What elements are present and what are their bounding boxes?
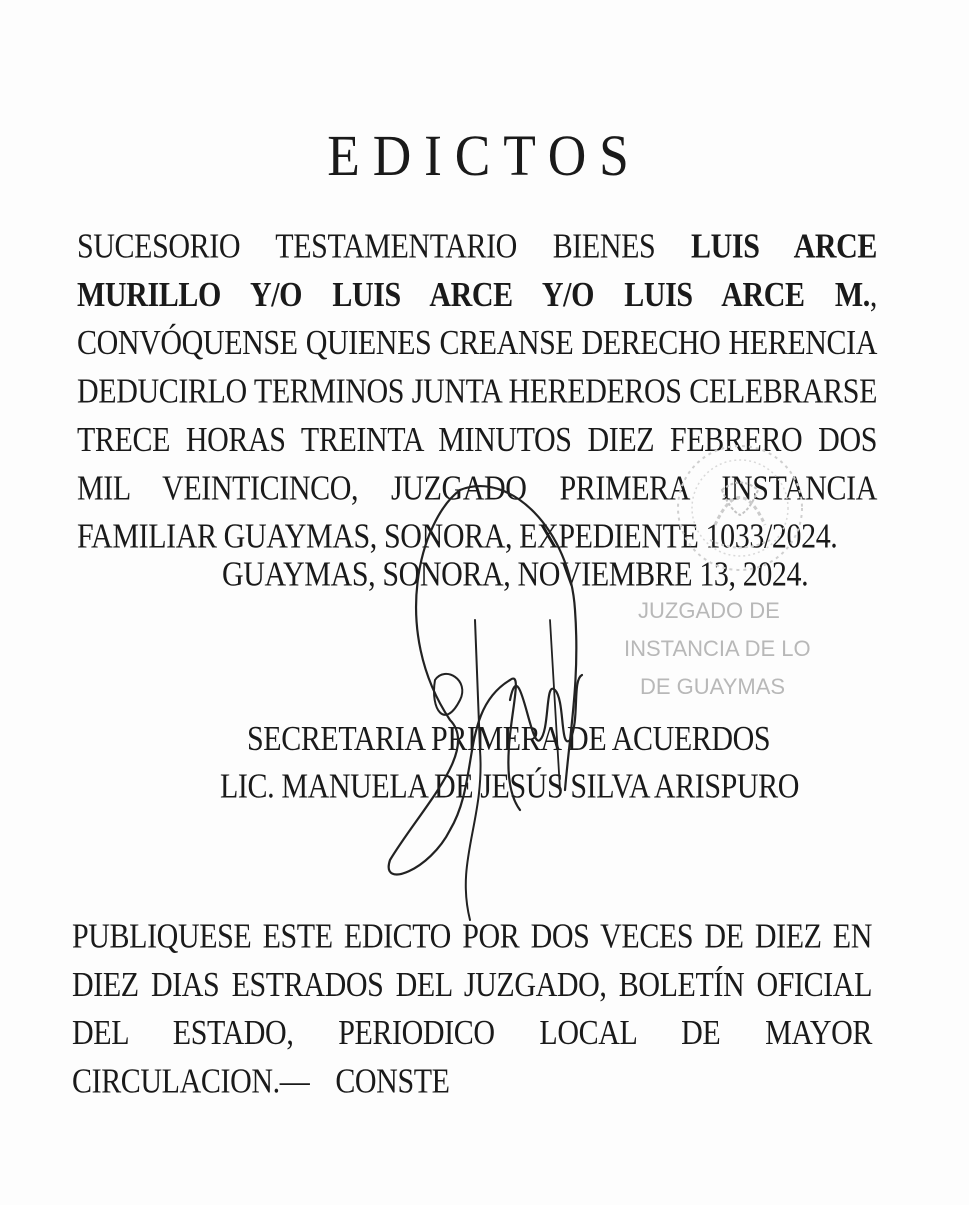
- publication-text: PUBLIQUESE ESTE EDICTO POR DOS VECES DE DIEZ EN DIEZ DIAS ESTRADOS DEL JUZGADO, BOLETÍN OFICIAL DEL ESTADO, PERIODICO LOCAL DE MAYOR CIRCULACION.—: [72, 916, 872, 1101]
- edict-body-intro: SUCESORIO TESTAMENTARIO BIENES: [77, 226, 692, 266]
- stamp-line-2: INSTANCIA DE LO: [624, 636, 811, 661]
- edict-body-names: LUIS ARCE MURILLO Y/O LUIS ARCE Y/O LUIS ARCE M.: [77, 226, 877, 315]
- signatory-block: [220, 716, 799, 810]
- edict-body: [77, 222, 877, 561]
- conste-label: CONSTE: [335, 1061, 450, 1101]
- signatory-position: SECRETARIA PRIMERA DE ACUERDOS: [247, 719, 771, 759]
- edict-body-rest: , CONVÓQUENSE QUIENES CREANSE DERECHO HERENCIA DEDUCIRLO TERMINOS JUNTA HEREDEROS CELEBRARSE TRECE HORAS TREINTA MINUTOS DIEZ FEBRERO DOS MIL VEINTICINCO, JUZGADO PRIMERA INSTANCIA FAMILIAR GUAYMAS, SONORA, EXPEDIENTE 1033/2024.: [77, 275, 877, 556]
- stamp-line-3: DE GUAYMAS: [640, 674, 786, 699]
- stamp-line-1: JUZGADO DE: [638, 598, 780, 623]
- document-title: EDICTOS: [327, 123, 642, 188]
- place-date: GUAYMAS, SONORA, NOVIEMBRE 13, 2024.: [222, 555, 809, 594]
- signatory-name: LIC. MANUELA DE JESÚS SILVA ARISPURO: [220, 766, 800, 806]
- publication-note: [72, 912, 872, 1106]
